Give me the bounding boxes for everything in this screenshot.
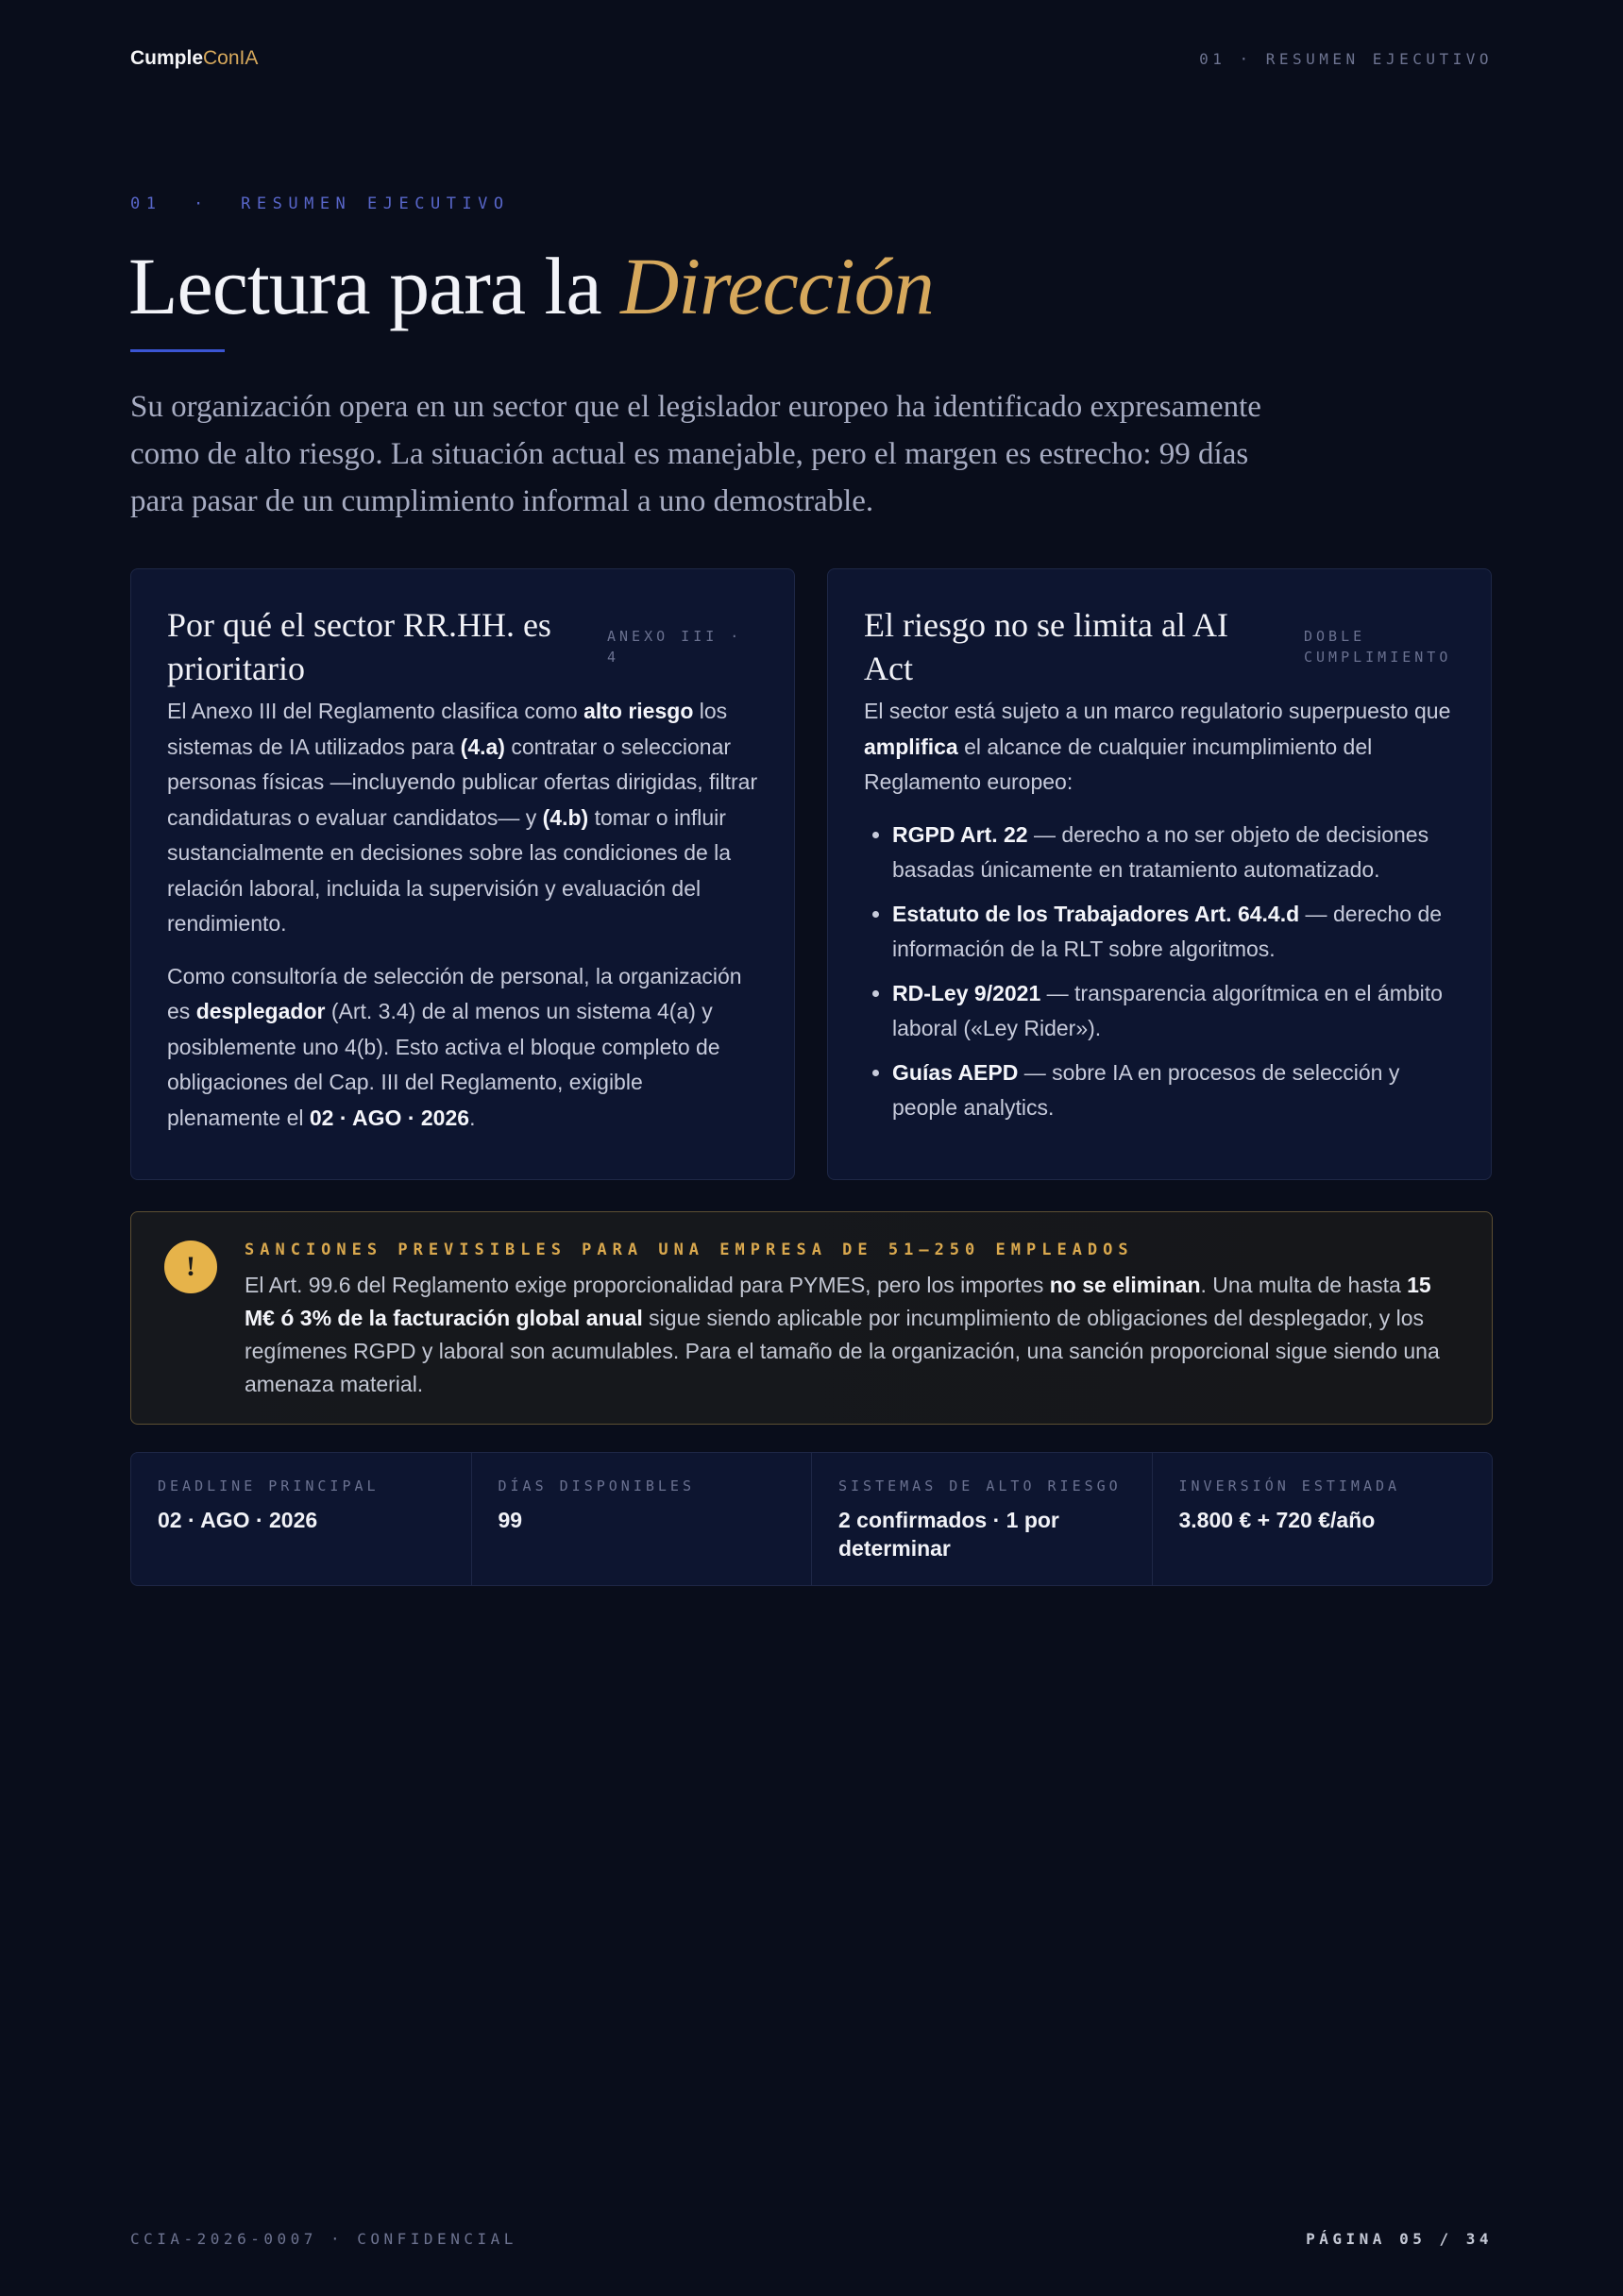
text-run: — transparencia algorítmica en el ámbito laboral («Ley Rider»). [892, 980, 1443, 1040]
stat-investment [1153, 1453, 1493, 1585]
brand-logo [130, 47, 258, 70]
title-underline [130, 349, 225, 352]
text-run: — derecho a no ser objeto de decisiones basadas únicamente en tratamiento automatizado. [892, 821, 1429, 882]
emphasis: 02 · AGO · 2026 [309, 1105, 470, 1130]
top-bar [130, 47, 1493, 74]
stat-value: 2 confirmados · 1 por determinar [838, 1508, 1059, 1561]
card-body [167, 694, 758, 1136]
section-eyebrow: 01 · RESUMEN EJECUTIVO [130, 194, 510, 213]
stat-value: 3.800 € + 720 €/año [1178, 1508, 1376, 1532]
card-title: Por qué el sector RR.HH. es prioritario [167, 606, 551, 687]
card-header [864, 603, 1455, 694]
text-run: los sistemas de IA utilizados para [167, 699, 728, 759]
emphasis: 15 M€ ó 3% de la facturación global anual [245, 1273, 1431, 1330]
text-run: El sector está sujeto a un marco regulatorio superpuesto que [864, 699, 1451, 723]
card-regulatory-risk [827, 568, 1492, 1180]
stat-label: DEADLINE PRINCIPAL [158, 1477, 380, 1494]
text-run: El Anexo III del Reglamento clasifica como [167, 699, 584, 723]
stat-label: INVERSIÓN ESTIMADA [1178, 1477, 1401, 1494]
stat-systems [812, 1453, 1153, 1585]
card-paragraph [167, 694, 758, 942]
card-paragraph [864, 694, 1455, 801]
text-run: . [469, 1105, 476, 1130]
warning-icon: ! [164, 1241, 217, 1293]
stat-value: 02 · AGO · 2026 [158, 1508, 318, 1532]
text-run: . Una multa de hasta [1200, 1273, 1408, 1297]
alert-text [245, 1269, 1462, 1401]
key-figures [130, 1452, 1493, 1586]
emphasis: Estatuto de los Trabajadores Art. 64.4.d [892, 901, 1300, 926]
stat-value: 99 [498, 1508, 523, 1532]
sanctions-alert [130, 1211, 1493, 1425]
emphasis: no se eliminan [1049, 1273, 1201, 1297]
card-header [167, 603, 758, 694]
logo-accent: ConIA [203, 47, 259, 69]
emphasis: alto riesgo [583, 699, 694, 723]
text-run: el alcance de cualquier incumplimiento del Reglamento europeo: [864, 734, 1373, 794]
card-paragraph [167, 959, 758, 1137]
text-run: contratar o seleccionar personas físicas —incluyendo publicar ofertas dirigidas, filtrar candidaturas o evaluar candidatos— y [167, 734, 758, 830]
card-tag: ANEXO III · 4 [607, 628, 743, 666]
text-run: tomar o influir sustancialmente en decisiones sobre las condiciones de la relación laboral, incluida la supervisión y evaluación del rendimiento. [167, 804, 732, 936]
emphasis: desplegador [195, 999, 326, 1023]
text-run: — derecho de información de la RLT sobre algoritmos. [892, 901, 1443, 961]
list-item [892, 897, 1455, 968]
title-accent: Dirección [620, 241, 934, 331]
alert-kicker: SANCIONES PREVISIBLES PARA UNA EMPRESA DE 51–250 EMPLEADOS [245, 1241, 1134, 1259]
list-item [892, 976, 1455, 1047]
title-plain: Lectura para la [128, 241, 621, 331]
regulation-list [864, 818, 1455, 1126]
page-number: PÁGINA 05 / 34 [1306, 2230, 1493, 2248]
logo-primary: Cumple [130, 47, 204, 69]
text-run: Como consultoría de selección de personal, la organización es [167, 963, 742, 1023]
card-body [864, 694, 1455, 1126]
lead-paragraph: Su organización opera en un sector que el legislador europeo ha identificado expresamente como de alto riesgo. La situación actual es manejable, pero el margen es estrecho: 99 días para pasar de un cumplimiento informal a uno demostrable. [130, 390, 1261, 518]
header-section-label: 01 · RESUMEN EJECUTIVO [1199, 50, 1493, 68]
text-run: — sobre IA en procesos de selección y people analytics. [892, 1059, 1400, 1120]
card-sector-priority [130, 568, 795, 1180]
emphasis: RD-Ley 9/2021 [892, 980, 1041, 1005]
footer-reference: CCIA-2026-0007 · CONFIDENCIAL [130, 2230, 517, 2248]
text-run: El Art. 99.6 del Reglamento exige proporcionalidad para PYMES, pero los importes [245, 1273, 1050, 1297]
text-run: (Art. 3.4) de al menos un sistema 4(a) y posiblemente uno 4(b). Esto activa el bloque completo de obligaciones del Cap. III del Reglamento, exigible plenamente el [167, 999, 720, 1130]
card-title: El riesgo no se limita al AI Act [864, 606, 1228, 687]
emphasis: amplifica [864, 734, 958, 759]
emphasis: (4.a) [460, 734, 505, 759]
stat-days [472, 1453, 813, 1585]
text-run: sigue siendo aplicable por incumplimiento de obligaciones del desplegador, y los regímenes RGPD y laboral son acumulables. Para el tamaño de la organización, una sanción proporcional sigue siendo una amenaza material. [245, 1306, 1440, 1396]
emphasis: (4.b) [542, 804, 589, 830]
stat-deadline [131, 1453, 472, 1585]
stat-label: SISTEMAS DE ALTO RIESGO [838, 1477, 1122, 1494]
page-title [128, 234, 934, 338]
list-item [892, 1055, 1455, 1126]
list-item [892, 818, 1455, 888]
stat-label: DÍAS DISPONIBLES [498, 1477, 695, 1494]
emphasis: Guías AEPD [892, 1059, 1019, 1085]
card-tag: DOBLE CUMPLIMIENTO [1304, 628, 1452, 666]
emphasis: RGPD Art. 22 [892, 821, 1028, 847]
